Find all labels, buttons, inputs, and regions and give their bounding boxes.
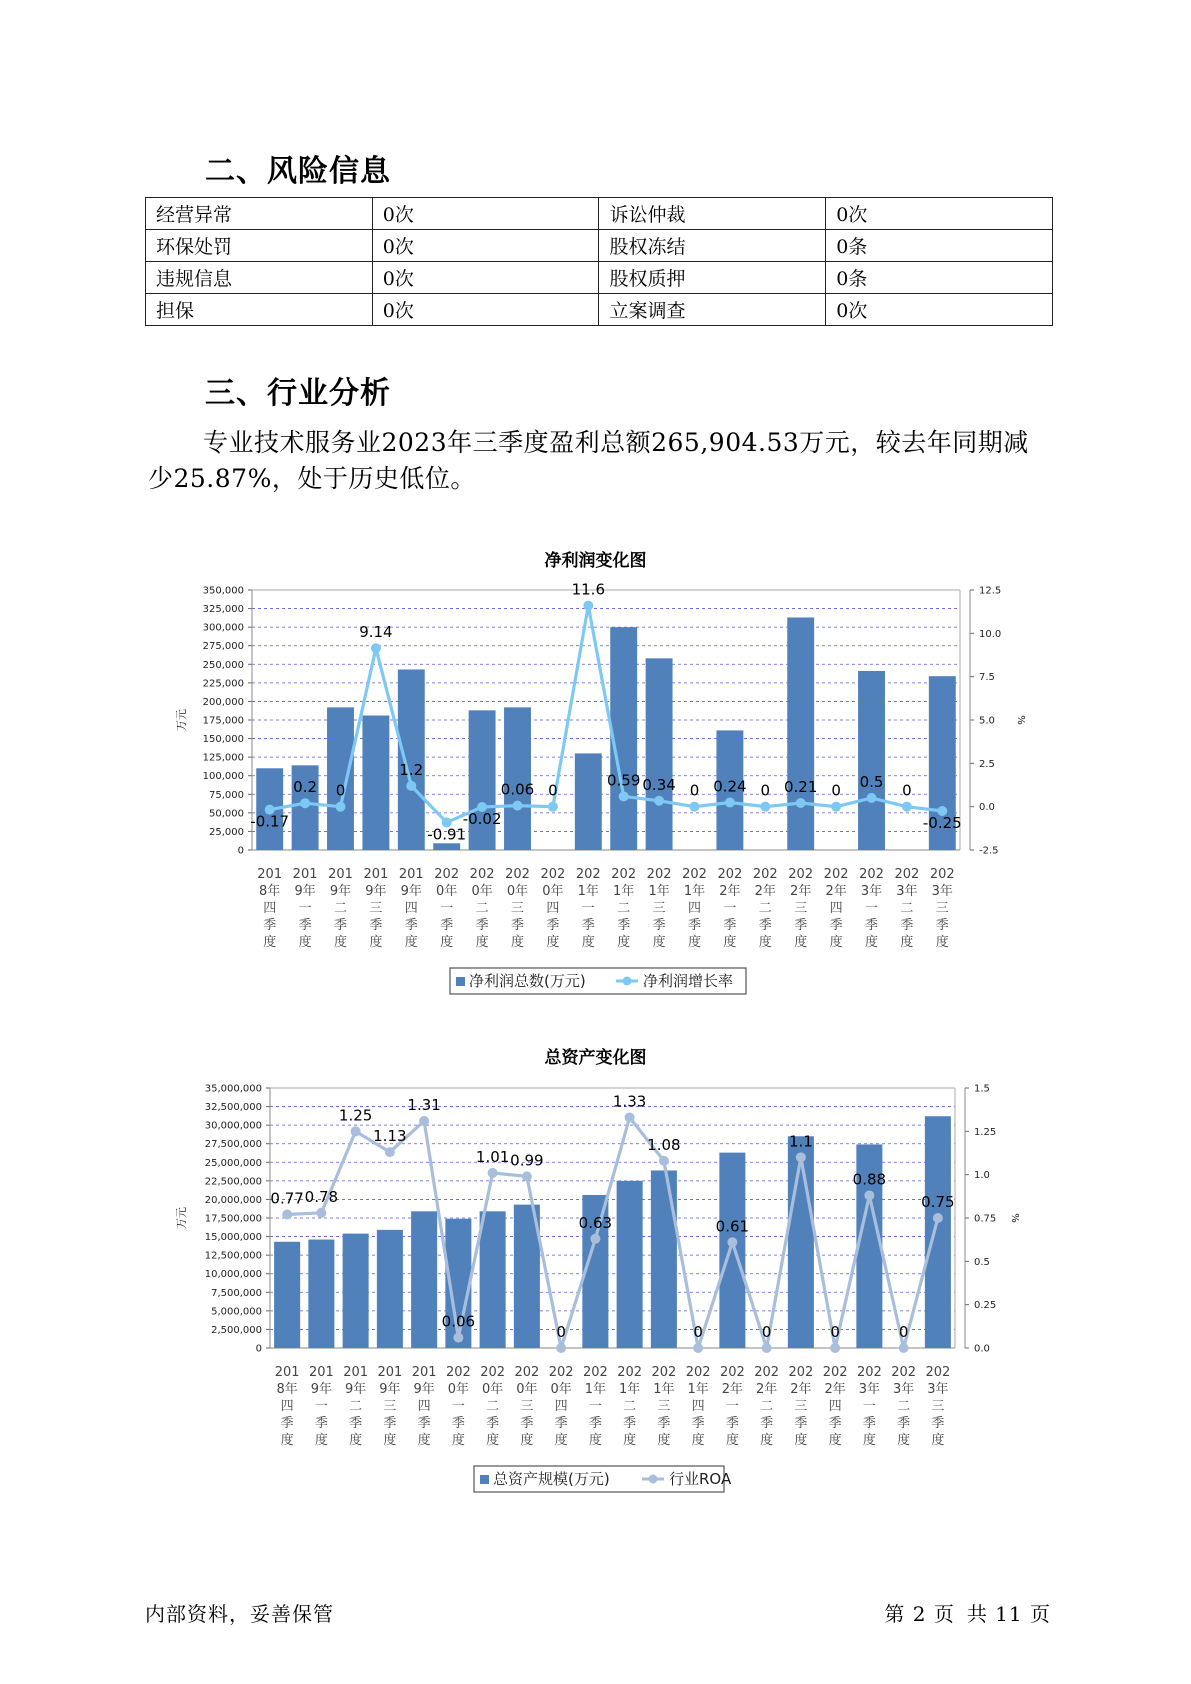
x-tick-label: 201 9年四季度 bbox=[411, 1365, 437, 1448]
legend-swatch-marker bbox=[623, 977, 632, 986]
data-label: 0 bbox=[902, 781, 912, 800]
data-label: 0.99 bbox=[510, 1151, 544, 1170]
data-label: 0 bbox=[761, 1323, 772, 1341]
x-tick-label: 202 2年三季度 bbox=[788, 867, 814, 950]
net-profit-chart bbox=[0, 580, 1191, 1000]
bar bbox=[925, 1116, 951, 1348]
x-tick-label: 202 0年二季度 bbox=[469, 867, 495, 950]
y2-tick-label: 0.0 bbox=[974, 1343, 990, 1355]
risk-item-count: 0次 bbox=[372, 294, 599, 326]
risk-item-count: 0次 bbox=[372, 262, 599, 294]
data-label: 0 bbox=[830, 1323, 840, 1341]
chart-title-net-profit: 净利润变化图 bbox=[544, 551, 647, 571]
line-point bbox=[654, 796, 664, 806]
data-label: -0.17 bbox=[250, 812, 290, 831]
legend-swatch-marker bbox=[649, 1475, 658, 1484]
x-tick-label: 202 2年一季度 bbox=[719, 1365, 745, 1448]
industry-summary-paragraph: 专业技术服务业2023年三季度盈利总额265,904.53万元，较去年同期减少25.87%，处于历史低位。 bbox=[148, 428, 1029, 493]
risk-item-count: 0次 bbox=[372, 198, 599, 230]
x-tick-label: 202 1年四季度 bbox=[682, 867, 707, 950]
line-point bbox=[336, 802, 346, 812]
bar bbox=[433, 843, 460, 850]
y-tick-label: 35,000,000 bbox=[204, 1083, 262, 1095]
bar bbox=[575, 753, 602, 850]
data-label: -0.25 bbox=[922, 814, 962, 832]
bar bbox=[504, 707, 531, 850]
data-label: 0 bbox=[760, 781, 771, 800]
x-tick-label: 202 0年三季度 bbox=[514, 1365, 540, 1448]
y2-tick-label: -2.5 bbox=[979, 845, 999, 857]
x-tick-label: 201 8年四季度 bbox=[274, 1365, 300, 1448]
x-tick-label: 202 2年四季度 bbox=[822, 1365, 848, 1448]
legend-swatch-bar bbox=[456, 977, 465, 986]
y2-tick-label: 7.5 bbox=[979, 672, 995, 684]
y-tick-label: 5,000,000 bbox=[211, 1306, 262, 1318]
footer-confidential-note: 内部资料，妥善保管 bbox=[145, 1602, 334, 1626]
data-label: 0.24 bbox=[713, 777, 747, 796]
y-tick-label: 75,000 bbox=[209, 789, 244, 801]
y-tick-label: 22,500,000 bbox=[204, 1176, 262, 1188]
y-tick-label: 27,500,000 bbox=[204, 1139, 262, 1151]
x-tick-label: 202 0年一季度 bbox=[434, 867, 460, 950]
bar bbox=[308, 1240, 334, 1348]
x-tick-label: 201 9年二季度 bbox=[343, 1365, 369, 1448]
y2-tick-label: 2.5 bbox=[979, 758, 995, 770]
bar bbox=[469, 710, 496, 850]
line-point bbox=[583, 601, 593, 611]
data-label: 0 bbox=[689, 781, 700, 800]
data-label: 0.88 bbox=[852, 1170, 887, 1189]
y-tick-label: 20,000,000 bbox=[204, 1194, 262, 1206]
data-label: -0.91 bbox=[427, 825, 467, 844]
y-tick-label: 275,000 bbox=[202, 641, 244, 653]
line-point bbox=[725, 798, 735, 808]
y-axis-title: 万元 bbox=[175, 709, 188, 731]
risk-info-table bbox=[145, 197, 1053, 326]
x-tick-label: 201 9年一季度 bbox=[308, 1365, 334, 1448]
line-point bbox=[522, 1171, 532, 1181]
y-tick-label: 200,000 bbox=[202, 696, 244, 708]
y2-tick-label: 5.0 bbox=[979, 715, 995, 727]
y-tick-label: 175,000 bbox=[202, 715, 244, 727]
y-tick-label: 125,000 bbox=[202, 752, 244, 764]
y-tick-label: 350,000 bbox=[202, 585, 244, 597]
risk-item-label: 违规信息 bbox=[146, 262, 373, 294]
risk-item-count: 0次 bbox=[372, 230, 599, 262]
data-label: 0.06 bbox=[441, 1312, 476, 1331]
bar bbox=[617, 1181, 643, 1348]
line-point bbox=[590, 1234, 600, 1244]
data-label: 0 bbox=[548, 781, 558, 800]
bar bbox=[343, 1234, 369, 1348]
line-point bbox=[831, 802, 841, 812]
x-tick-label: 202 0年四季度 bbox=[540, 867, 566, 950]
data-label: 0.2 bbox=[293, 778, 318, 797]
bar bbox=[362, 716, 389, 850]
risk-item-label: 股权冻结 bbox=[599, 230, 826, 262]
bar bbox=[787, 617, 814, 850]
legend-label-bar: 总资产规模(万元) bbox=[493, 1470, 610, 1488]
y-tick-label: 12,500,000 bbox=[204, 1250, 262, 1262]
x-tick-label: 202 1年三季度 bbox=[646, 867, 672, 950]
risk-item-label: 环保处罚 bbox=[146, 230, 373, 262]
x-tick-label: 202 3年二季度 bbox=[894, 867, 920, 950]
data-label: 0.5 bbox=[859, 773, 884, 791]
risk-item-label: 诉讼仲裁 bbox=[599, 198, 826, 230]
x-tick-label: 202 2年三季度 bbox=[788, 1365, 814, 1448]
line-point bbox=[867, 793, 877, 803]
risk-item-count: 0条 bbox=[826, 230, 1053, 262]
bar bbox=[651, 1170, 677, 1348]
x-tick-label: 202 2年二季度 bbox=[754, 1365, 780, 1448]
bar bbox=[480, 1211, 506, 1348]
line-point bbox=[933, 1213, 943, 1223]
y2-tick-label: 0.75 bbox=[974, 1213, 997, 1225]
total-assets-chart bbox=[0, 1078, 1191, 1498]
data-label: 0 bbox=[556, 1323, 566, 1341]
x-tick-label: 202 1年二季度 bbox=[617, 1365, 643, 1448]
data-label: 0.63 bbox=[578, 1213, 613, 1232]
bar bbox=[719, 1153, 745, 1348]
x-tick-label: 201 9年一季度 bbox=[292, 867, 318, 950]
y2-axis-title: % bbox=[1015, 715, 1026, 725]
data-label: 1.13 bbox=[373, 1127, 407, 1146]
y-tick-label: 250,000 bbox=[202, 659, 244, 671]
risk-item-count: 0次 bbox=[826, 198, 1053, 230]
footer-page-info bbox=[884, 1598, 1051, 1627]
line-point bbox=[864, 1190, 874, 1200]
x-tick-label: 202 1年二季度 bbox=[611, 867, 637, 950]
bar bbox=[274, 1242, 300, 1348]
x-tick-label: 202 0年二季度 bbox=[480, 1365, 506, 1448]
line-point bbox=[513, 801, 523, 811]
data-label: 0.77 bbox=[270, 1189, 304, 1208]
bar bbox=[377, 1230, 403, 1348]
data-label: 0.61 bbox=[715, 1217, 750, 1236]
line-point bbox=[548, 802, 558, 812]
data-label: 1.2 bbox=[399, 760, 424, 779]
x-tick-label: 202 1年三季度 bbox=[651, 1365, 677, 1448]
bar bbox=[788, 1136, 814, 1348]
x-tick-label: 202 2年一季度 bbox=[717, 867, 743, 950]
table-row bbox=[146, 198, 1053, 230]
line-point bbox=[762, 1343, 772, 1353]
data-label: 11.6 bbox=[571, 580, 606, 599]
y2-tick-label: 0.0 bbox=[979, 802, 995, 814]
x-tick-label: 201 9年三季度 bbox=[377, 1365, 403, 1448]
chart-title-total-assets: 总资产变化图 bbox=[544, 1048, 647, 1068]
x-tick-label: 202 3年一季度 bbox=[856, 1365, 882, 1448]
data-label: 0 bbox=[693, 1323, 703, 1341]
x-tick-label: 202 1年一季度 bbox=[582, 1365, 608, 1448]
line-point bbox=[556, 1343, 566, 1353]
data-label: 0.34 bbox=[642, 775, 676, 794]
risk-item-count: 0条 bbox=[826, 262, 1053, 294]
line-point bbox=[625, 1112, 635, 1122]
x-tick-label: 202 1年四季度 bbox=[685, 1365, 711, 1448]
x-tick-label: 202 3年二季度 bbox=[891, 1365, 917, 1448]
y-tick-label: 225,000 bbox=[202, 678, 244, 690]
data-label: 1.1 bbox=[788, 1132, 813, 1151]
chart-legend bbox=[450, 968, 746, 994]
line-point bbox=[406, 781, 416, 791]
line-point bbox=[899, 1343, 909, 1353]
line-point bbox=[659, 1156, 669, 1166]
data-label: 1.25 bbox=[338, 1106, 373, 1125]
x-tick-label: 202 2年四季度 bbox=[823, 867, 849, 950]
x-tick-label: 201 9年三季度 bbox=[363, 867, 389, 950]
x-tick-label: 202 0年三季度 bbox=[505, 867, 530, 950]
table-row bbox=[146, 262, 1053, 294]
legend-swatch-bar bbox=[480, 1475, 489, 1484]
legend-label-line: 净利润增长率 bbox=[643, 972, 734, 990]
risk-item-count: 0次 bbox=[826, 294, 1053, 326]
y2-tick-label: 1.0 bbox=[974, 1170, 990, 1182]
bar bbox=[411, 1211, 437, 1348]
data-label: 0.75 bbox=[921, 1193, 955, 1211]
y-tick-label: 100,000 bbox=[202, 771, 244, 783]
footer-page-number: 第 2 页 bbox=[884, 1602, 955, 1626]
y-tick-label: 25,000 bbox=[209, 826, 244, 838]
data-label: 0.78 bbox=[304, 1187, 339, 1206]
risk-item-label: 立案调查 bbox=[599, 294, 826, 326]
bar bbox=[646, 658, 673, 850]
risk-item-label: 担保 bbox=[146, 294, 373, 326]
line-point bbox=[693, 1343, 703, 1353]
data-label: 0.21 bbox=[783, 778, 818, 797]
y-tick-label: 30,000,000 bbox=[204, 1120, 262, 1132]
line-point bbox=[371, 643, 381, 653]
section-heading-industry: 三、行业分析 bbox=[205, 376, 391, 411]
y-tick-label: 7,500,000 bbox=[211, 1287, 262, 1299]
y-tick-label: 150,000 bbox=[202, 734, 244, 746]
section-heading-risk: 二、风险信息 bbox=[205, 154, 391, 189]
y2-tick-label: 1.5 bbox=[974, 1083, 990, 1095]
data-label: 0.59 bbox=[606, 771, 641, 790]
footer-page-total: 共 11 页 bbox=[966, 1602, 1051, 1626]
y-tick-label: 17,500,000 bbox=[204, 1213, 262, 1225]
data-label: 0 bbox=[831, 781, 841, 800]
line-point bbox=[902, 802, 912, 812]
table-row bbox=[146, 230, 1053, 262]
legend-label-line: 行业ROA bbox=[669, 1470, 732, 1488]
y-tick-label: 25,000,000 bbox=[204, 1157, 262, 1169]
line-point bbox=[282, 1210, 292, 1220]
line-point bbox=[453, 1333, 463, 1343]
data-label: 0 bbox=[335, 781, 346, 800]
table-row bbox=[146, 294, 1053, 326]
x-tick-label: 201 8年四季度 bbox=[257, 867, 283, 950]
line-point bbox=[830, 1343, 840, 1353]
line-point bbox=[796, 798, 806, 808]
x-tick-label: 202 3年一季度 bbox=[859, 867, 884, 950]
y-tick-label: 0 bbox=[255, 1343, 262, 1355]
x-tick-label: 202 0年一季度 bbox=[445, 1365, 471, 1448]
y-tick-label: 50,000 bbox=[209, 808, 244, 820]
y-axis-title: 万元 bbox=[175, 1207, 188, 1229]
data-label: 0.06 bbox=[500, 780, 535, 799]
x-tick-label: 202 0年四季度 bbox=[548, 1365, 574, 1448]
line-point bbox=[316, 1208, 326, 1218]
data-label: 0 bbox=[898, 1323, 909, 1341]
data-label: 1.33 bbox=[612, 1092, 647, 1111]
line-point bbox=[385, 1147, 395, 1157]
x-tick-label: 202 3年三季度 bbox=[929, 867, 955, 950]
data-label: 1.08 bbox=[647, 1135, 681, 1154]
x-tick-label: 202 2年二季度 bbox=[752, 867, 778, 950]
x-tick-label: 202 1年一季度 bbox=[575, 867, 601, 950]
y2-tick-label: 12.5 bbox=[979, 585, 1002, 597]
line-point bbox=[488, 1168, 498, 1178]
line-point bbox=[760, 802, 770, 812]
chart-legend bbox=[474, 1466, 732, 1492]
line-point bbox=[796, 1152, 806, 1162]
risk-item-label: 经营异常 bbox=[146, 198, 373, 230]
y2-axis-title: % bbox=[1009, 1213, 1020, 1223]
y2-tick-label: 10.0 bbox=[979, 628, 1002, 640]
legend-label-bar: 净利润总数(万元) bbox=[469, 972, 586, 990]
line-point bbox=[351, 1126, 361, 1136]
x-tick-label: 201 9年二季度 bbox=[328, 867, 353, 950]
y-tick-label: 325,000 bbox=[202, 604, 244, 616]
bar bbox=[327, 707, 354, 850]
bar bbox=[858, 671, 885, 850]
y-tick-label: 32,500,000 bbox=[204, 1102, 262, 1114]
risk-item-label: 股权质押 bbox=[599, 262, 826, 294]
y-tick-label: 300,000 bbox=[202, 622, 244, 634]
y-tick-label: 15,000,000 bbox=[204, 1232, 262, 1244]
y2-tick-label: 1.25 bbox=[974, 1126, 997, 1138]
line-point bbox=[419, 1116, 429, 1126]
y-tick-label: 2,500,000 bbox=[211, 1324, 262, 1336]
y-tick-label: 10,000,000 bbox=[204, 1269, 262, 1281]
y2-tick-label: 0.25 bbox=[974, 1300, 997, 1312]
bar bbox=[398, 669, 425, 850]
data-label: 9.14 bbox=[359, 623, 393, 642]
data-label: 1.31 bbox=[407, 1095, 441, 1114]
line-point bbox=[300, 798, 310, 808]
x-tick-label: 201 9年四季度 bbox=[398, 867, 424, 950]
x-tick-label: 202 3年三季度 bbox=[925, 1365, 951, 1448]
y2-tick-label: 0.5 bbox=[974, 1256, 990, 1268]
data-label: -0.02 bbox=[462, 810, 502, 829]
line-point bbox=[727, 1237, 737, 1247]
data-label: 1.01 bbox=[475, 1147, 510, 1166]
line-point bbox=[619, 791, 629, 801]
y-tick-label: 0 bbox=[237, 845, 244, 857]
line-point bbox=[690, 802, 700, 812]
